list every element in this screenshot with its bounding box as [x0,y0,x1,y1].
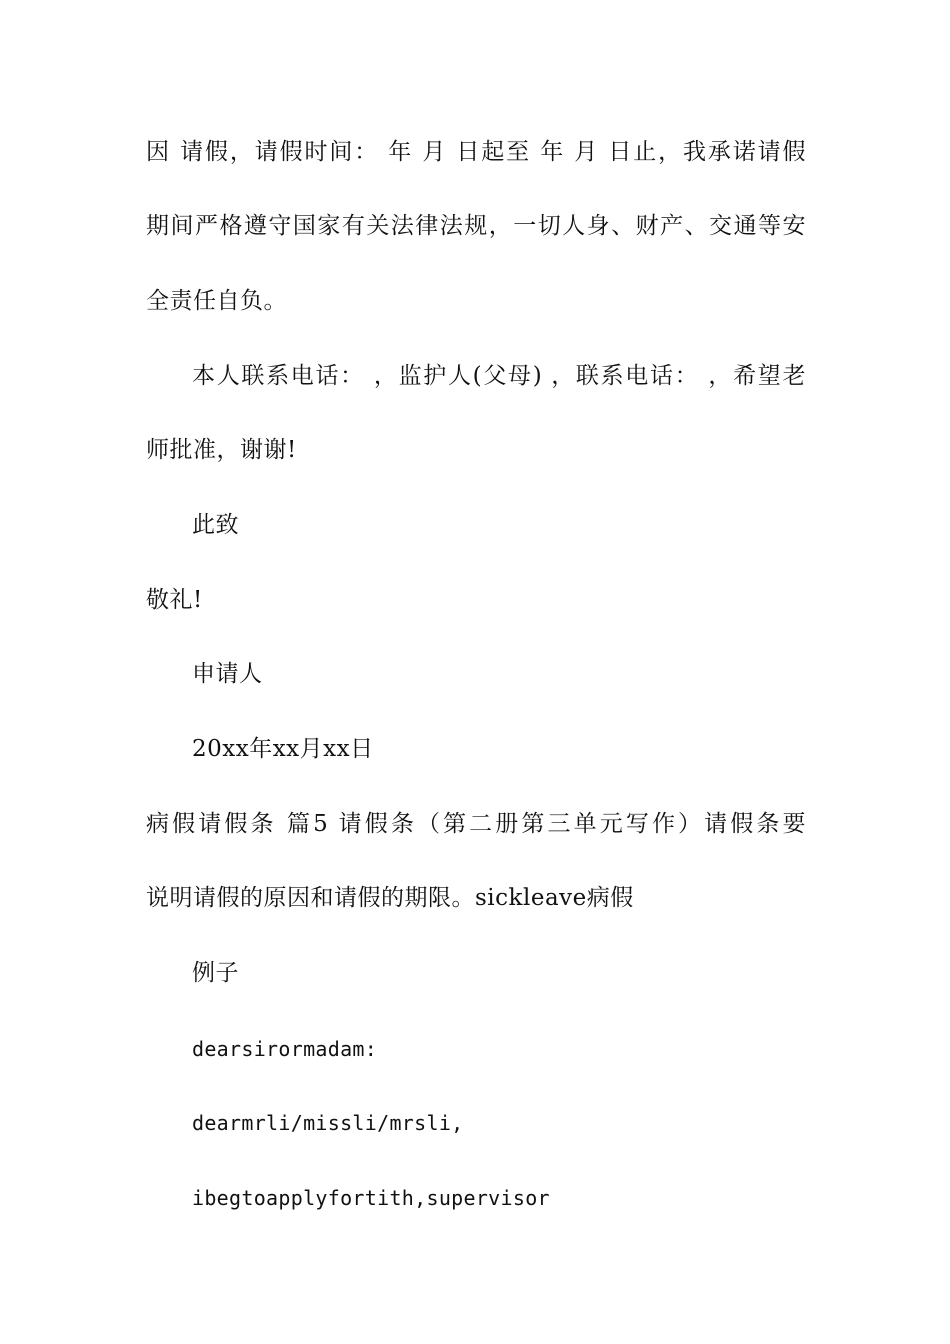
example-label: 例子 [192,960,239,986]
applicant-label: 申请人 [192,661,263,687]
paragraph-line: 本人联系电话： ，监护人(父母) ，联系电话： ，希望老 [192,363,806,389]
example-line: dearmrli/missli/mrsli, [192,1111,464,1135]
paragraph-line: 说明请假的原因和请假的期限。sickleave病假 [146,885,634,911]
section-heading-line: 病假请假条 篇5 请假条（第二册第三单元写作）请假条要 [146,811,806,837]
paragraph-line: 师批准，谢谢! [146,437,297,463]
paragraph-line: 因 请假，请假时间： 年 月 日起至 年 月 日止，我承诺请假 [146,139,806,165]
closing-salutation: 此致 [192,512,239,538]
paragraph-line: 全责任自负。 [146,288,287,314]
example-line: dearsirormadam: [192,1037,378,1061]
paragraph-line: 期间严格遵守国家有关法律法规，一切人身、财产、交通等安 [146,213,806,239]
date-line: 20xx年xx月xx日 [192,736,374,762]
closing-respect: 敬礼! [146,587,203,613]
example-line: ibegtoapplyfortith,supervisor [192,1186,550,1210]
